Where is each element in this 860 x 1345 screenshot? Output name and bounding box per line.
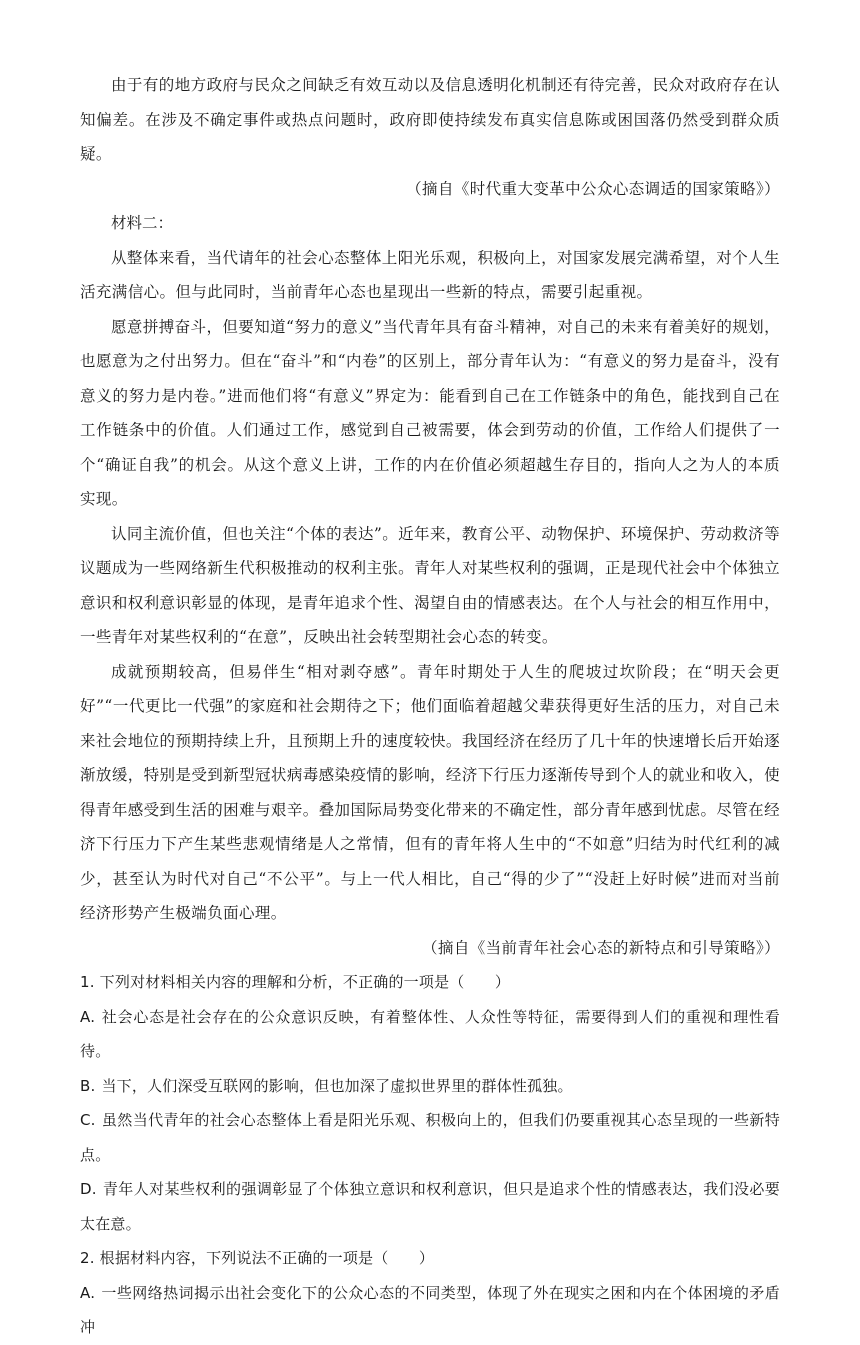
material2-paragraph: 认同主流价值，但也关注“个体的表达”。近年来，教育公平、动物保护、环境保护、劳动救济等议题成为一些网络新生代积极推动的权利主张。青年人对某些权利的强调，正是现代社会中个体独立意识和权利意识彰显的体现，是青年追求个性、渴望自由的情感表达。在个人与社会的相互作用中，一些青年对某些权利的“在意”，反映出社会转型期社会心态的转变。 (80, 524, 780, 646)
material2-label: 材料二： (111, 214, 174, 232)
option-text: 虽然当代青年的社会心态整体上看是阳光乐观、积极向上的，但我们仍要重视其心态呈现的一些新特点。 (80, 1111, 780, 1164)
material2-source: （摘自《当前青年社会心态的新特点和引导策略》） (422, 938, 780, 957)
material1-source: （摘自《时代重大变革中公众心态调适的国家策略》） (406, 179, 780, 198)
option-letter: D. (80, 1180, 97, 1198)
material2-paragraph: 成就预期较高，但易伴生“相对剥夺感”。青年时期处于人生的爬坡过坎阶段；在“明天会更好”“一代更比一代强”的家庭和社会期待之下；他们面临着超越父辈获得更好生活的压力，对自己未来社会地位的预期持续上升，且预期上升的速度较快。我国经济在经历了几十年的快速增长后开始逐渐放缓，特别是受到新型冠状病毒感染疫情的影响，经济下行压力逐渐传导到个人的就业和收入，使得青年感受到生活的困难与艰辛。叠加国际局势变化带来的不确定性，部分青年感到忧虑。尽管在经济下行压力下产生某些悲观情绪是人之常情，但有的青年将人生中的“不如意”归结为时代红利的减少，甚至认为时代对自己“不公平”。与上一代人相比，自己“得的少了”“没赶上好时候”进而对当前经济形势产生极端负面心理。 (80, 662, 780, 922)
question-1-option-b (80, 1069, 780, 1104)
option-text: 当下，人们深受互联网的影响，但也加深了虚拟世界里的群体性孤独。 (101, 1076, 573, 1095)
option-text: 社会心态是社会存在的公众意识反映，有着整体性、人众性等特征，需要得到人们的重视和理性看待。 (80, 1007, 780, 1060)
option-letter: A. (80, 1007, 96, 1026)
material2-paragraph: 愿意拼搏奋斗，但要知道“努力的意义”当代青年具有奋斗精神，对自己的未来有着美好的规划，也愿意为之付出努力。但在“奋斗”和“内卷”的区别上，部分青年认为：“有意义的努力是奋斗，没有意义的努力是内卷。”进而他们将“有意义”界定为：能看到自己在工作链条中的角色，能找到自己在工作链条中的价值。人们通过工作，感觉到自己被需要，体会到劳动的价值，工作给人们提供了一个“确证自我”的机会。从这个意义上讲，工作的内在价值必须超越生存目的，指向人之为人的本质实现。 (80, 317, 780, 508)
material1-tail-paragraph: 由于有的地方政府与民众之间缺乏有效互动以及信息透明化机制还有待完善，民众对政府存在认知偏差。在涉及不确定事件或热点问题时，政府即使持续发布真实信息陈或困国落仍然受到群众质疑。 (80, 76, 780, 163)
question-2-stem: 2. 根据材料内容，下列说法不正确的一项是（ ） (80, 1249, 435, 1267)
option-letter: C. (80, 1111, 96, 1129)
question-1-option-a (80, 1000, 780, 1069)
option-letter: B. (80, 1076, 96, 1095)
material2-paragraph: 从整体来看，当代请年的社会心态整体上阳光乐观，积极向上，对国家发展完满希望，对个人生活充满信心。但与此同时，当前青年心态也星现出一些新的特点，需要引起重视。 (80, 248, 780, 301)
document-body (80, 68, 780, 1345)
option-letter: A. (80, 1283, 96, 1302)
question-2-option-a (80, 1276, 780, 1345)
option-text: 青年人对某些权利的强调彰显了个体独立意识和权利意识，但只是追求个性的情感表达，我们没必要太在意。 (80, 1180, 780, 1233)
question-1-option-c (80, 1103, 780, 1172)
option-text: 一些网络热词揭示出社会变化下的公众心态的不同类型，体现了外在现实之困和内在个体困境的矛盾冲 (80, 1283, 780, 1336)
question-1-option-d (80, 1172, 780, 1241)
question-1-stem: 1. 下列对材料相关内容的理解和分析，不正确的一项是（ ） (80, 973, 511, 991)
